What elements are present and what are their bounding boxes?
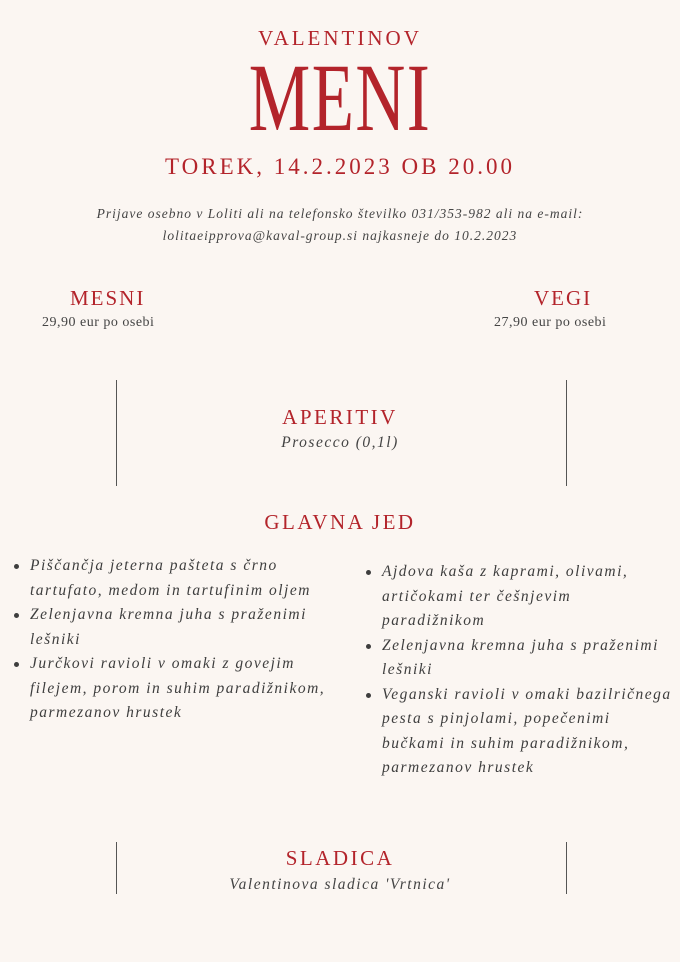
mesni-menu-price: 29,90 eur po osebi — [42, 315, 155, 330]
aperitiv-title: APERITIV — [282, 405, 398, 429]
list-item: Jurčkovi ravioli v omaki z govejim filejem, porom in suhim paradižnikom, parmezanov hrustek — [8, 652, 328, 726]
list-item: Piščančja jeterna pašteta s črno tartufato, medom in tartufinim oljem — [8, 554, 328, 603]
aperitiv-text: Prosecco (0,1l) — [281, 434, 399, 451]
list-item: Veganski ravioli v omaki bazilričnega pesta s pinjolami, popečenimi bučkami in suhim paradižnikom, parmezanov hrustek — [360, 683, 675, 781]
divider-line — [116, 380, 117, 486]
vegi-menu-price: 27,90 eur po osebi — [494, 315, 607, 330]
menu-kicker: VALENTINOV — [258, 26, 422, 50]
list-item: Zelenjavna kremna juha s praženimi lešniki — [8, 603, 328, 652]
list-item: Ajdova kaša z kaprami, olivami, artičokami ter češnjevim paradižnikom — [360, 560, 675, 634]
mesni-dish-list — [8, 554, 328, 726]
event-date: TOREK, 14.2.2023 OB 20.00 — [165, 154, 515, 179]
sladica-title: SLADICA — [285, 846, 395, 870]
divider-line — [566, 380, 567, 486]
list-item: Zelenjavna kremna juha s praženimi lešniki — [360, 634, 675, 683]
mesni-menu-title: MESNI — [70, 286, 146, 310]
signup-info — [0, 203, 680, 247]
signup-line-1: Prijave osebno v Loliti ali na telefonsko številko 031/353-982 ali na e-mail: — [96, 206, 584, 221]
menu-title: MENI — [248, 44, 432, 151]
glavna-jed-title: GLAVNA JED — [264, 510, 416, 534]
sladica-text: Valentinova sladica 'Vrtnica' — [229, 876, 451, 893]
signup-line-2: lolitaeipprova@kaval-group.si najkasneje do 10.2.2023 — [162, 228, 518, 243]
vegi-menu-title: VEGI — [534, 286, 593, 310]
vegi-dish-list — [360, 560, 675, 781]
